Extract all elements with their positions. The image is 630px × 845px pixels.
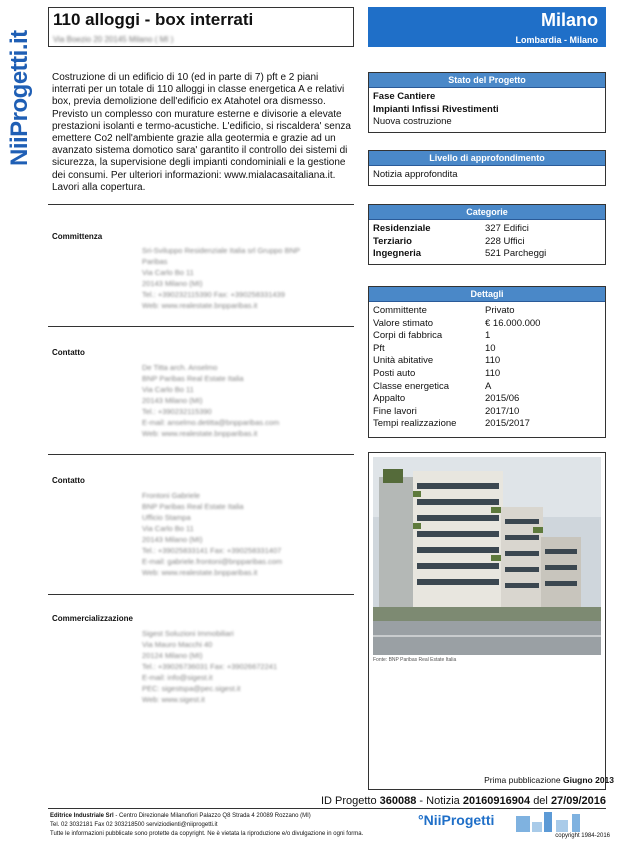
contact-line: Tel.: +39025833141 Fax: +390258331407: [142, 546, 282, 555]
livello-panel: [368, 150, 606, 186]
photo-frame: [368, 452, 606, 790]
contact-line: 20143 Milano (MI): [142, 279, 203, 288]
footer-address: - Centro Direzionale Milanofiori Palazzo Q8 Strada 4 20089 Rozzano (MI): [113, 813, 311, 819]
contact-line: Via Mauro Macchi 40: [142, 640, 213, 649]
contact-line: Paribas: [142, 257, 168, 266]
divider: [48, 454, 354, 455]
stato-heading: Stato del Progetto: [369, 73, 605, 88]
contact-line: Tel.: +39026736031 Fax: +39026672241: [142, 662, 278, 671]
footer-company: Editrice Industriale Srl: [50, 813, 114, 819]
categoria-value: 521 Parcheggi: [485, 248, 547, 260]
first-publication: [484, 775, 614, 785]
contact-line: Frontoni Gabriele: [142, 491, 200, 500]
dettaglio-value: Privato: [485, 305, 515, 316]
contact-line: Ufficio Stampa: [142, 513, 191, 522]
project-id: 360088: [379, 795, 417, 807]
divider: [48, 204, 354, 205]
dettaglio-value: A: [485, 380, 492, 392]
footer-logo: °NiiProgetti: [418, 812, 495, 828]
contact-line: Web: www.realestate.bnpparibas.it: [142, 429, 258, 438]
footer-logo-icon: [516, 812, 588, 832]
categoria-label: Residenziale: [373, 223, 431, 234]
dettaglio-row: [373, 418, 601, 431]
dettaglio-row: [373, 381, 601, 394]
address: Via Boezio 20 20145 Milano ( MI ): [53, 35, 174, 44]
dettaglio-label: Appalto: [373, 393, 406, 405]
contact-label-committenza: Committenza: [52, 232, 103, 241]
dettaglio-value: 2015/2017: [485, 418, 530, 430]
categoria-label: Ingegneria: [373, 248, 422, 260]
city-box: [368, 7, 606, 47]
categoria-label: Terziario: [373, 235, 412, 247]
first-publication-value: Giugno 2013: [562, 775, 614, 785]
stato-panel: [368, 72, 606, 133]
dettaglio-row: [373, 343, 601, 356]
notizia-id: 20160916904: [462, 795, 531, 807]
categoria-value: 327 Edifici: [485, 223, 529, 234]
dettaglio-value: 1: [485, 330, 491, 342]
stato-fase: Fase Cantiere: [373, 91, 436, 102]
dettaglio-row: [373, 368, 601, 381]
contact-contatto-2: [142, 490, 352, 578]
contact-line: BNP Paribas Real Estate Italia: [142, 502, 244, 511]
categoria-value: 228 Uffici: [485, 235, 525, 247]
dettaglio-value: 2015/06: [485, 393, 520, 405]
divider: [48, 594, 354, 595]
dettaglio-label: Fine lavori: [373, 405, 417, 417]
contact-line: PEC: sigestspa@pec.sigest.it: [142, 684, 241, 693]
categorie-heading: Categorie: [369, 205, 605, 220]
dettagli-heading: Dettagli: [369, 287, 605, 302]
contact-line: E-mail: gabriele.frontoni@bnpparibas.com: [142, 557, 283, 566]
contact-contatto-1: [142, 362, 352, 439]
categoria-row: [373, 223, 601, 236]
title-box: [48, 7, 354, 47]
contact-line: Via Carlo Bo 11: [142, 524, 194, 533]
dettaglio-value: 110: [485, 367, 501, 379]
dettaglio-value: 2017/10: [485, 405, 520, 417]
categorie-panel: [368, 204, 606, 265]
dettaglio-label: Committente: [373, 305, 427, 316]
contact-line: E-mail: info@sigest.it: [142, 673, 213, 682]
dettaglio-value: 10: [485, 342, 496, 354]
dettaglio-row: [373, 330, 601, 343]
contact-commercializzazione: [142, 628, 352, 705]
footer-text: [50, 812, 410, 839]
notizia-label: - Notizia: [416, 795, 460, 807]
project-description: Costruzione di un edificio di 10 (ed in parte di 7) pft e 2 piani interrati per un totale di 110 alloggi in classe energetica A e relativi box, previa demolizione dell'edificio ex Atahotel ora dismesso. Previsto un complesso con murature esterne e divisorie a elevate prestazioni isolanti e termo-acustiche. L'edificio, si riscaldera' senza emettere Co2 nell'ambiente grazie alla geotermia e grazie ad un avanzato sistema domotico sara' garantito il controllo dei sistemi di sicurezza, la supervisione degli impianti condominiali e la gestione dei consumi. Per ulteriori informazioni: www.mialacasaitaliana.it. Lavori alla copertura.: [52, 72, 351, 193]
contact-label-contatto: Contatto: [52, 476, 85, 485]
contact-label-contatto: Contatto: [52, 348, 85, 357]
dettaglio-label: Tempi realizzazione: [373, 418, 457, 430]
contact-committenza: [142, 245, 352, 311]
contact-line: Tel.: +390232115390 Fax: +390258331439: [142, 290, 285, 299]
divider: [48, 326, 354, 327]
footer-divider: [48, 808, 606, 809]
del-label: del: [533, 795, 548, 807]
livello-heading: Livello di approfondimento: [369, 151, 605, 166]
first-publication-label: Prima pubblicazione: [484, 775, 561, 785]
dettaglio-row: [373, 318, 601, 331]
contact-line: 20124 Milano (MI): [142, 651, 203, 660]
contact-line: Via Carlo Bo 11: [142, 385, 194, 394]
contact-line: Via Carlo Bo 11: [142, 268, 194, 277]
id-label: ID Progetto: [320, 795, 377, 807]
contact-line: Sigest Soluzioni Immobiliari: [142, 629, 234, 638]
contact-line: 20143 Milano (MI): [142, 396, 203, 405]
footer-copyright: copyright 1984-2016: [555, 833, 610, 839]
footer-phone: Tel. 02 3032181 Fax 02 303218500 serviziodienti@niiprogetti.it: [50, 822, 218, 828]
photo-credit: Fonte: BNP Paribas Real Estate Italia: [373, 657, 457, 663]
contact-line: Sri-Sviluppo Residenziale Italia srl Gruppo BNP: [142, 246, 300, 255]
contact-line: E-mail: anselmo.detitta@bnpparibas.com: [142, 418, 280, 427]
region: Lombardia - Milano: [515, 35, 598, 45]
city: Milano: [541, 10, 598, 30]
contact-line: Tel.: +390232115390: [142, 407, 212, 416]
stato-impianti: Impianti Infissi Rivestimenti: [373, 103, 499, 115]
dettaglio-value: 110: [485, 355, 501, 367]
dettaglio-label: Pft: [373, 342, 385, 354]
dettaglio-row: [373, 406, 601, 419]
categoria-row: [373, 248, 601, 261]
contact-label-commercializzazione: Commercializzazione: [52, 614, 133, 623]
contact-line: De Titta arch. Anselmo: [142, 363, 218, 372]
categoria-row: [373, 236, 601, 249]
page-title: 110 alloggi - box interrati: [53, 10, 254, 29]
contact-line: Web: www.realestate.bnpparibas.it: [142, 301, 258, 310]
contact-line: BNP Paribas Real Estate Italia: [142, 374, 244, 383]
contact-line: Web: www.realestate.bnpparibas.it: [142, 568, 258, 577]
id-line: [321, 795, 606, 807]
stato-tipo: Nuova costruzione: [373, 116, 452, 128]
contact-line: Web: www.sigest.it: [142, 695, 205, 704]
dettaglio-label: Valore stimato: [373, 317, 434, 329]
contact-line: 20143 Milano (MI): [142, 535, 203, 544]
building-photo: [373, 457, 601, 655]
dettagli-panel: [368, 286, 606, 438]
livello-value: Notizia approfondita: [373, 169, 458, 180]
footer-legal: Tutte le informazioni pubblicate sono protette da copyright. Ne è vietata la riproduzione e/o divulgazione in ogni forma.: [50, 831, 364, 837]
notizia-date: 27/09/2016: [550, 795, 606, 807]
dettaglio-value: € 16.000.000: [485, 317, 541, 329]
vertical-logo: [4, 4, 33, 166]
dettaglio-row: [373, 355, 601, 368]
dettaglio-label: Corpi di fabbrica: [373, 330, 443, 342]
dettaglio-row: [373, 305, 601, 318]
vertical-logo-text: NiiProgetti.it: [6, 30, 33, 166]
dettaglio-label: Unità abitative: [373, 355, 434, 367]
dettaglio-label: Posti auto: [373, 367, 416, 379]
dettaglio-row: [373, 393, 601, 406]
dettaglio-label: Classe energetica: [373, 380, 450, 392]
